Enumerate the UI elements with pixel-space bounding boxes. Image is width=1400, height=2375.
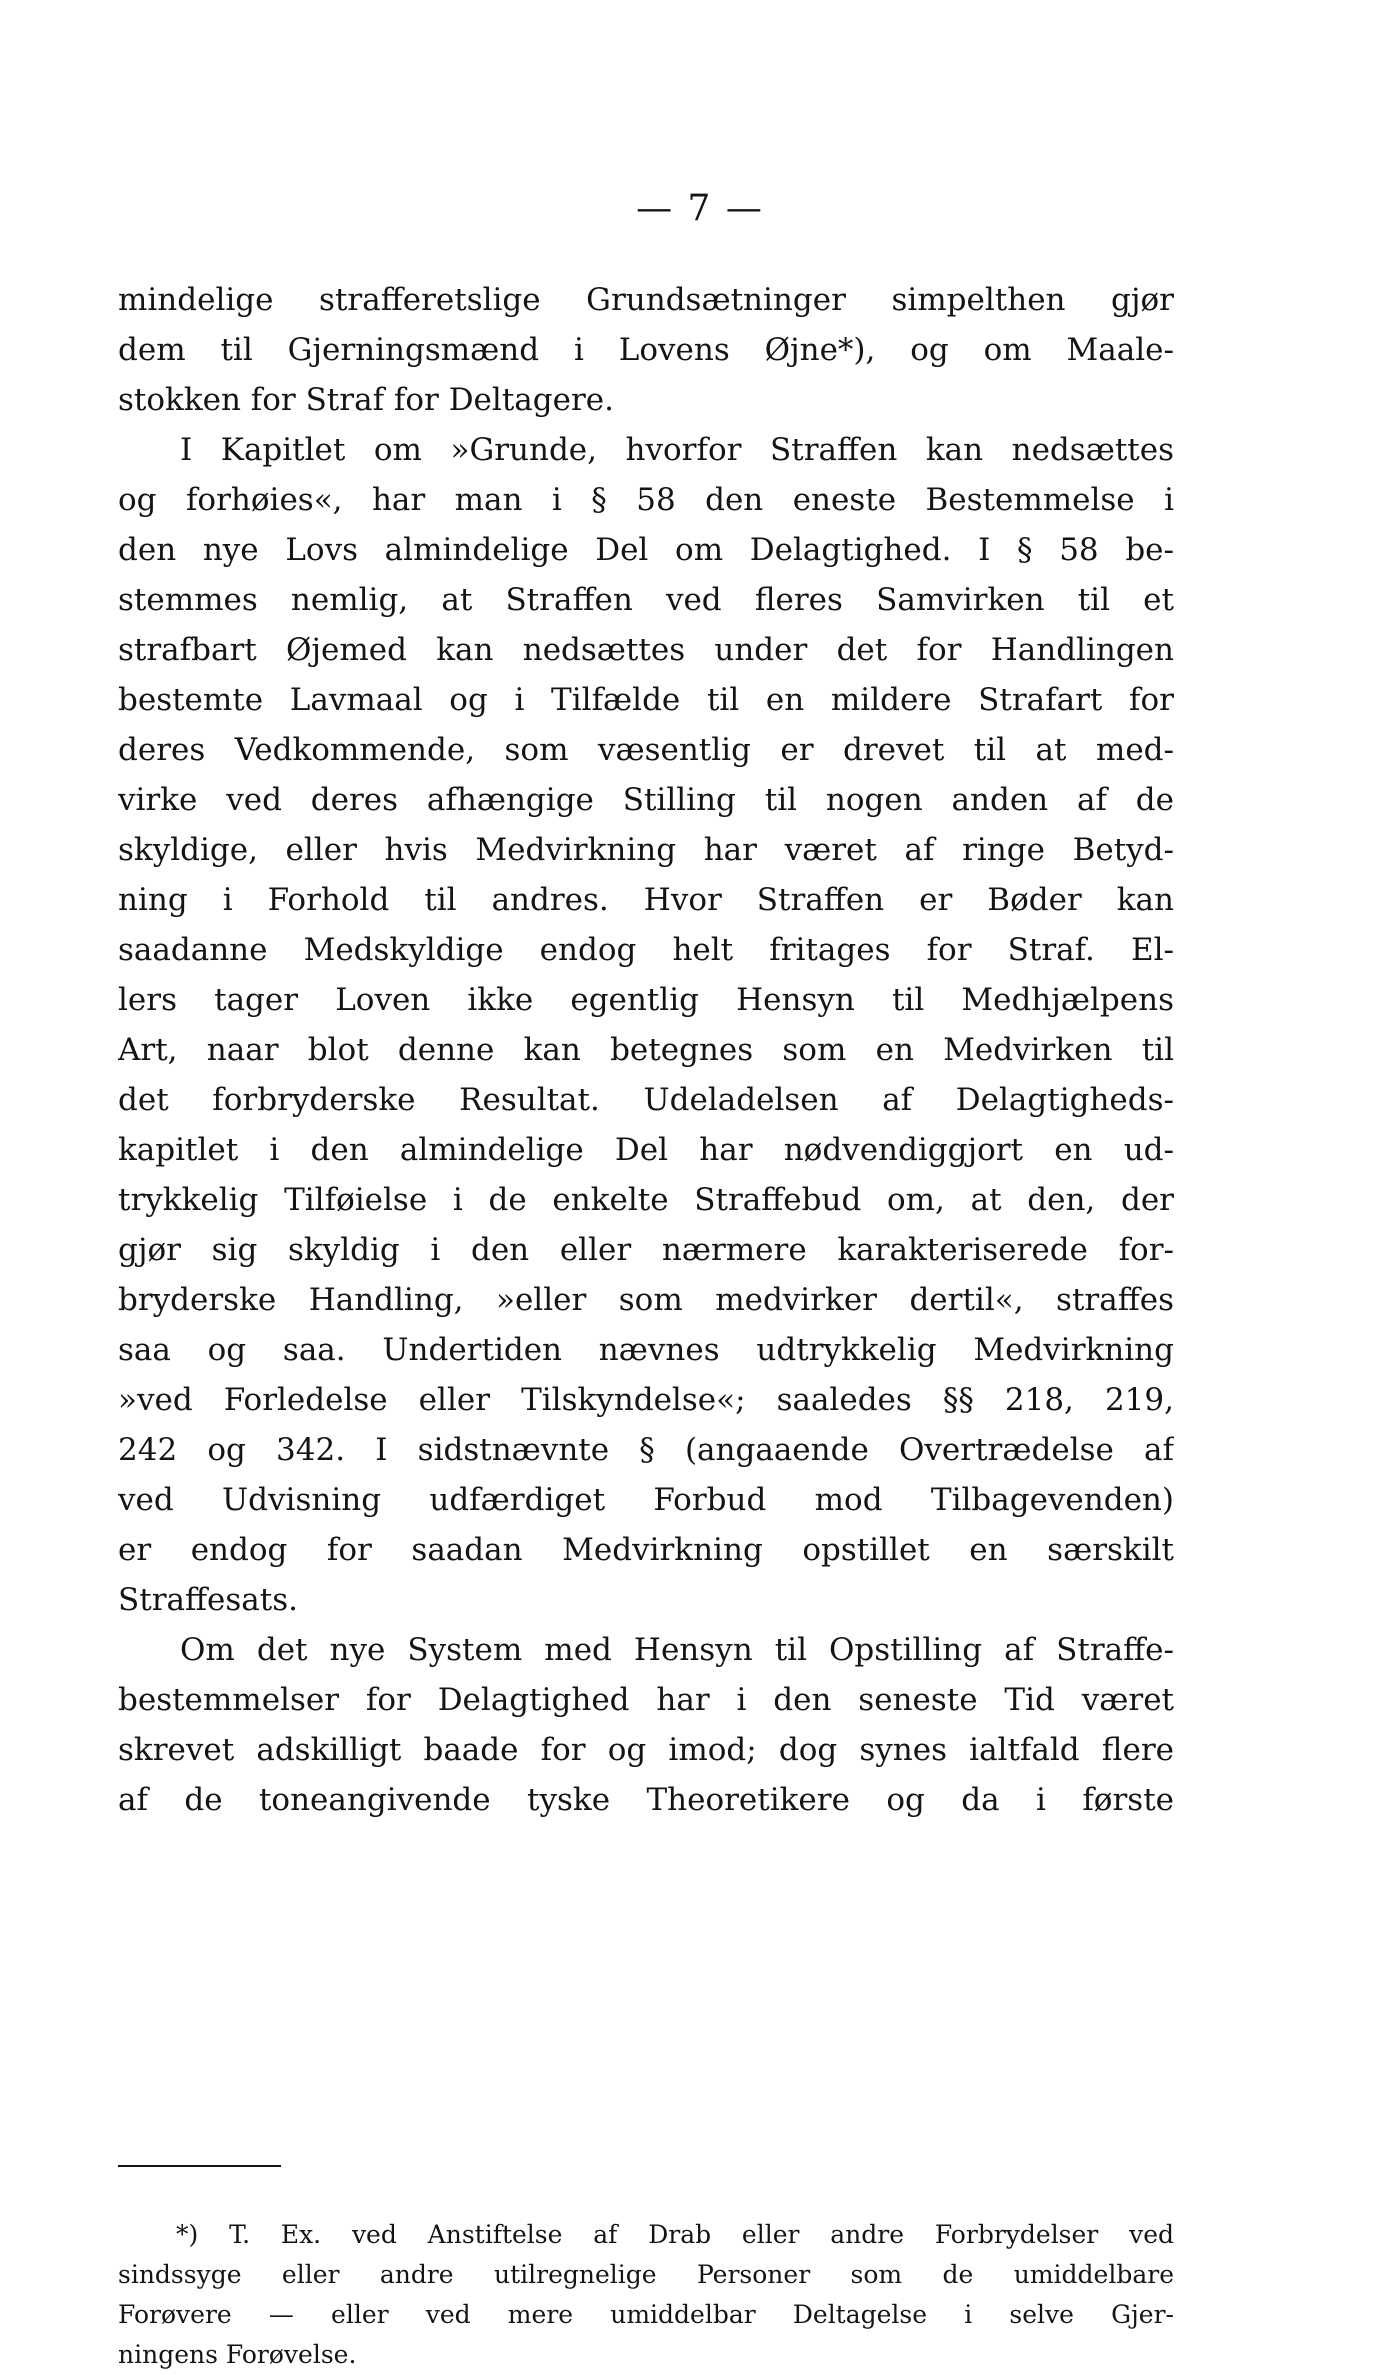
text-line: gjør sig skyldig i den eller nærmere karakteriserede for- [118, 1232, 1174, 1268]
text-line: saa og saa. Undertiden nævnes udtrykkelig Medvirkning [118, 1332, 1174, 1368]
text-line: bryderske Handling, »eller som medvirker dertil«, straffes [118, 1282, 1174, 1318]
text-line: er endog for saadan Medvirkning opstillet en særskilt [118, 1532, 1174, 1568]
text-line: det forbryderske Resultat. Udeladelsen af Delagtigheds- [118, 1082, 1174, 1118]
text-line: skyldige, eller hvis Medvirkning har været af ringe Betyd- [118, 832, 1174, 868]
text-line: strafbart Øjemed kan nedsættes under det for Handlingen [118, 632, 1174, 668]
text-line: trykkelig Tilføielse i de enkelte Straffebud om, at den, der [118, 1182, 1174, 1218]
text-line: kapitlet i den almindelige Del har nødvendiggjort en ud- [118, 1132, 1174, 1168]
text-line: af de toneangivende tyske Theoretikere og da i første [118, 1782, 1174, 1818]
text-line: dem til Gjerningsmænd i Lovens Øjne*), og om Maale- [118, 332, 1174, 368]
paragraph-start-line: Om det nye System med Hensyn til Opstilling af Straffe- [180, 1632, 1174, 1668]
page-number: — 7 — [636, 188, 764, 229]
text-line: 242 og 342. I sidstnævnte § (angaaende Overtrædelse af [118, 1432, 1174, 1468]
text-line: stemmes nemlig, at Straffen ved fleres Samvirken til et [118, 582, 1174, 618]
text-line: mindelige strafferetslige Grundsætninger simpelthen gjør [118, 282, 1174, 318]
text-line: og forhøies«, har man i § 58 den eneste Bestemmelse i [118, 482, 1174, 518]
footnote-line: Forøvere — eller ved mere umiddelbar Deltagelse i selve Gjer- [118, 2300, 1174, 2329]
paragraph-start-line: I Kapitlet om »Grunde, hvorfor Straffen kan nedsættes [180, 432, 1174, 468]
text-line: stokken for Straf for Deltagere. [118, 382, 614, 418]
footnote-line: sindssyge eller andre utilregnelige Personer som de umiddelbare [118, 2260, 1174, 2289]
text-line: »ved Forledelse eller Tilskyndelse«; saaledes §§ 218, 219, [118, 1382, 1174, 1418]
text-line: den nye Lovs almindelige Del om Delagtighed. I § 58 be- [118, 532, 1174, 568]
text-line: Art, naar blot denne kan betegnes som en Medvirken til [118, 1032, 1174, 1068]
text-line: ved Udvisning udfærdiget Forbud mod Tilbagevenden) [118, 1482, 1174, 1518]
text-line: Straffesats. [118, 1582, 298, 1618]
text-line: bestemte Lavmaal og i Tilfælde til en mildere Strafart for [118, 682, 1174, 718]
footnote-divider [118, 2165, 281, 2167]
text-line: bestemmelser for Delagtighed har i den seneste Tid været [118, 1682, 1174, 1718]
text-line: deres Vedkommende, som væsentlig er drevet til at med- [118, 732, 1174, 768]
body-text [118, 275, 1174, 1825]
text-line: saadanne Medskyldige endog helt fritages for Straf. El- [118, 932, 1174, 968]
footnote-line: *) T. Ex. ved Anstiftelse af Drab eller andre Forbrydelser ved [176, 2220, 1174, 2249]
footnote [118, 2215, 1174, 2375]
text-line: ning i Forhold til andres. Hvor Straffen er Bøder kan [118, 882, 1174, 918]
text-line: lers tager Loven ikke egentlig Hensyn til Medhjælpens [118, 982, 1174, 1018]
footnote-line: ningens Forøvelse. [118, 2340, 357, 2369]
text-line: skrevet adskilligt baade for og imod; dog synes ialtfald flere [118, 1732, 1174, 1768]
text-line: virke ved deres afhængige Stilling til nogen anden af de [118, 782, 1174, 818]
